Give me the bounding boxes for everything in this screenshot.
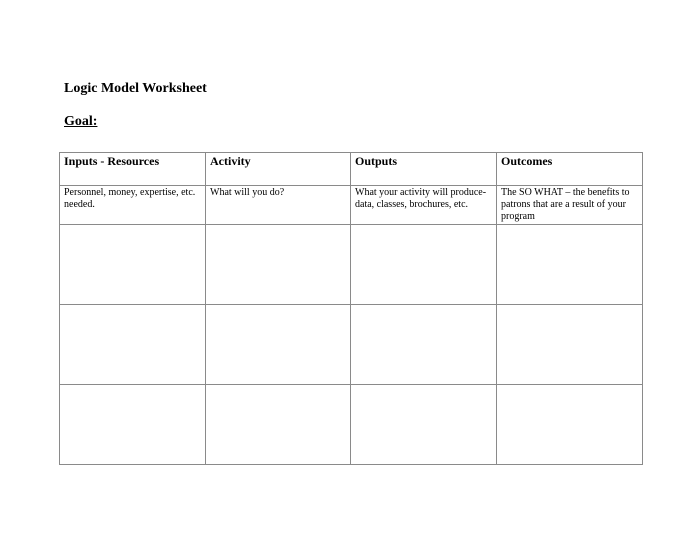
blank-cell-outcomes[interactable] [497, 385, 643, 465]
blank-cell-outputs[interactable] [351, 385, 497, 465]
blank-cell-inputs[interactable] [60, 385, 206, 465]
description-outputs: What your activity will produce- data, classes, brochures, etc. [351, 186, 497, 225]
description-activity: What will you do? [206, 186, 351, 225]
header-inputs-resources: Inputs - Resources [60, 153, 206, 186]
document-title: Logic Model Worksheet [64, 81, 207, 96]
table-row [60, 305, 643, 385]
header-outputs: Outputs [351, 153, 497, 186]
blank-cell-outcomes[interactable] [497, 225, 643, 305]
goal-label: Goal: [64, 114, 98, 129]
blank-cell-activity[interactable] [206, 305, 351, 385]
blank-cell-outcomes[interactable] [497, 305, 643, 385]
header-activity: Activity [206, 153, 351, 186]
header-outcomes: Outcomes [497, 153, 643, 186]
blank-cell-activity[interactable] [206, 225, 351, 305]
blank-cell-inputs[interactable] [60, 225, 206, 305]
header-row [60, 153, 643, 186]
blank-cell-activity[interactable] [206, 385, 351, 465]
table-row [60, 385, 643, 465]
table-row [60, 225, 643, 305]
description-outcomes: The SO WHAT – the benefits to patrons that are a result of your program [497, 186, 643, 225]
blank-cell-inputs[interactable] [60, 305, 206, 385]
description-inputs-resources: Personnel, money, expertise, etc. needed. [60, 186, 206, 225]
blank-cell-outputs[interactable] [351, 305, 497, 385]
blank-cell-outputs[interactable] [351, 225, 497, 305]
logic-model-table [59, 152, 643, 465]
description-row [60, 186, 643, 225]
